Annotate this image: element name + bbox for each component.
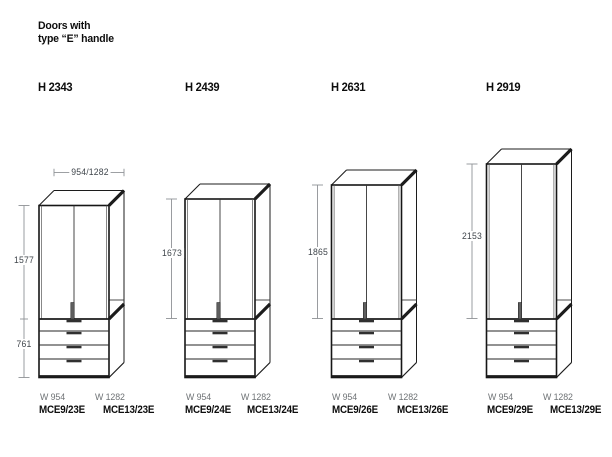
- door-height-dimension-cab3: 1865: [307, 246, 328, 257]
- drawer-handle: [213, 346, 228, 348]
- width-dimension-cab1: 954/1282: [70, 167, 109, 178]
- door-height-dimension-cab1: 1577: [14, 255, 34, 265]
- product-code-narrow-cab3: MCE9/26E: [331, 404, 378, 416]
- width-label-wide-cab3: W 1282: [387, 390, 418, 402]
- width-label-narrow-cab1: W 954: [39, 390, 65, 402]
- page-title-line2: type “E” handle: [38, 33, 114, 46]
- model-header-1: H 2343: [38, 79, 73, 94]
- width-label-wide-cab2: W 1282: [240, 390, 271, 402]
- drawer-handle: [514, 360, 529, 362]
- drawer-handle: [213, 360, 228, 362]
- model-header-2: H 2439: [185, 79, 220, 94]
- width-label-narrow-cab2: W 954: [185, 390, 211, 402]
- width-label-narrow-cab4: W 954: [488, 390, 514, 402]
- wardrobe-drawing-1: [39, 191, 124, 378]
- model-header-4: H 2919: [486, 79, 521, 94]
- drawer-handle: [67, 360, 82, 362]
- width-label-narrow-cab3: W 954: [332, 390, 358, 402]
- product-code-narrow-cab2: MCE9/24E: [185, 404, 231, 416]
- door-e-handle: [363, 303, 366, 320]
- door-e-handle: [518, 303, 521, 320]
- drawer-handle: [359, 332, 374, 334]
- drawer-handle: [514, 320, 529, 322]
- page-title: [38, 20, 114, 47]
- drawer-handle: [213, 320, 228, 322]
- drawer-height-dimension-cab1: 761: [16, 338, 31, 349]
- product-code-wide-cab4: MCE13/29E: [549, 404, 601, 416]
- door-e-handle: [71, 303, 74, 320]
- product-code-narrow-cab1: MCE9/23E: [38, 404, 85, 416]
- drawer-handle: [359, 360, 374, 362]
- drawer-handle: [514, 346, 529, 348]
- wardrobe-drawing-2: [185, 184, 270, 378]
- drawer-handle: [213, 332, 228, 334]
- wardrobe-drawing-4: [487, 149, 572, 378]
- door-e-handle: [217, 303, 220, 320]
- product-code-wide-cab2: MCE13/24E: [246, 404, 298, 416]
- drawer-handle: [67, 320, 82, 322]
- wardrobe-drawing-3: [332, 170, 417, 378]
- drawer-handle: [359, 346, 374, 348]
- product-code-narrow-cab4: MCE9/29E: [486, 404, 533, 416]
- width-label-wide-cab4: W 1282: [542, 390, 573, 402]
- drawer-handle: [67, 332, 82, 334]
- door-height-dimension-cab4: 2153: [462, 231, 482, 241]
- drawer-handle: [514, 332, 529, 334]
- product-code-wide-cab3: MCE13/26E: [397, 404, 449, 416]
- width-label-wide-cab1: W 1282: [95, 390, 125, 402]
- drawer-handle: [359, 320, 374, 322]
- drawer-handle: [67, 346, 82, 348]
- product-code-wide-cab1: MCE13/23E: [103, 404, 155, 416]
- door-height-dimension-cab2: 1673: [161, 248, 182, 258]
- model-header-3: H 2631: [331, 79, 366, 94]
- page-title-line1: Doors with: [38, 20, 91, 32]
